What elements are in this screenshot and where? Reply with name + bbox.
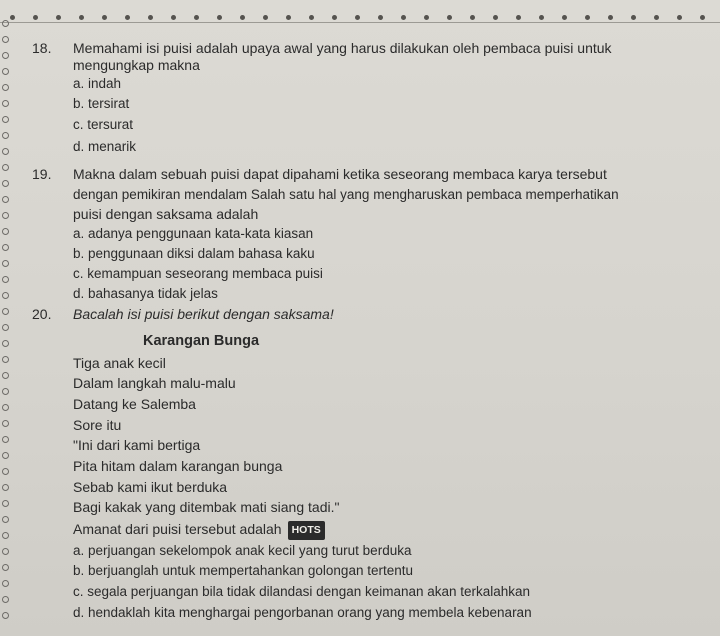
q18-option-c: c. tersurat xyxy=(73,117,134,132)
binding-hole xyxy=(2,420,9,427)
binding-hole xyxy=(2,580,9,587)
poem-line-6: Pita hitam dalam karangan bunga xyxy=(73,458,283,474)
q18-option-b: b. tersirat xyxy=(73,96,130,111)
q19-text-line2: dengan pemikiran mendalam Salah satu hal yang mengharuskan pembaca memperhatikan xyxy=(73,187,619,202)
binding-hole xyxy=(2,388,9,395)
binding-hole xyxy=(2,500,9,507)
border-dot xyxy=(654,15,659,20)
hots-badge: HOTS xyxy=(288,521,325,540)
binding-hole xyxy=(2,52,9,59)
binding-hole xyxy=(2,276,9,283)
q20-option-b: b. berjuanglah untuk mempertahankan golongan tertentu xyxy=(73,563,413,578)
border-dot xyxy=(148,15,153,20)
border-dot xyxy=(33,15,38,20)
border-dot xyxy=(447,15,452,20)
border-dot xyxy=(470,15,475,20)
q19-option-a: a. adanya penggunaan kata-kata kiasan xyxy=(73,226,314,241)
border-dot xyxy=(516,15,521,20)
border-dot xyxy=(424,15,429,20)
binding-hole xyxy=(2,36,9,43)
border-dot xyxy=(608,15,613,20)
binding-hole xyxy=(2,356,9,363)
border-dot xyxy=(700,15,705,20)
border-dot xyxy=(585,15,590,20)
border-dot xyxy=(539,15,544,20)
border-dot xyxy=(378,15,383,20)
border-dot xyxy=(677,15,682,20)
poem-line-8: Bagi kakak yang ditembak mati siang tadi." xyxy=(73,499,340,515)
binding-hole xyxy=(2,612,9,619)
border-dot xyxy=(102,15,107,20)
binding-hole xyxy=(2,324,9,331)
binding-hole xyxy=(2,180,9,187)
binding-hole xyxy=(2,20,9,27)
border-dot xyxy=(194,15,199,20)
binding-hole xyxy=(2,260,9,267)
q18-option-d: d. menarik xyxy=(73,139,137,154)
q20-question-text: Amanat dari puisi tersebut adalah xyxy=(73,521,282,538)
binding-hole xyxy=(2,132,9,139)
poem-line-7: Sebab kami ikut berduka xyxy=(73,479,228,495)
binding-hole xyxy=(2,452,9,459)
border-dot xyxy=(286,15,291,20)
border-dot xyxy=(332,15,337,20)
binding-hole xyxy=(2,548,9,555)
border-dot xyxy=(79,15,84,20)
binding-hole xyxy=(2,532,9,539)
border-dot xyxy=(217,15,222,20)
binding-hole xyxy=(2,484,9,491)
binding-hole xyxy=(2,404,9,411)
binding-hole xyxy=(2,116,9,123)
border-dot xyxy=(56,15,61,20)
border-dot xyxy=(631,15,636,20)
border-dot xyxy=(171,15,176,20)
border-dot xyxy=(355,15,360,20)
border-dot xyxy=(263,15,268,20)
q19-option-b: b. penggunaan diksi dalam bahasa kaku xyxy=(73,246,315,261)
border-dot xyxy=(125,15,130,20)
binding-hole xyxy=(2,308,9,315)
q18-option-a: a. indah xyxy=(73,76,122,91)
top-dotted-border xyxy=(0,6,720,23)
q18-text-line2: mengungkap makna xyxy=(73,57,200,73)
q20-number: 20. xyxy=(32,306,52,322)
binding-holes xyxy=(2,20,14,630)
binding-hole xyxy=(2,292,9,299)
border-dot xyxy=(562,15,567,20)
q19-text-line3: puisi dengan saksama adalah xyxy=(73,206,259,222)
binding-hole xyxy=(2,468,9,475)
binding-hole xyxy=(2,372,9,379)
border-dot xyxy=(240,15,245,20)
poem-line-1: Tiga anak kecil xyxy=(73,355,166,371)
binding-hole xyxy=(2,148,9,155)
border-dot xyxy=(401,15,406,20)
q19-option-c: c. kemampuan seseorang membaca puisi xyxy=(73,266,323,281)
border-dot xyxy=(309,15,314,20)
poem-line-2: Dalam langkah malu-malu xyxy=(73,375,236,391)
border-dot xyxy=(493,15,498,20)
binding-hole xyxy=(2,68,9,75)
q18-text-line1: Memahami isi puisi adalah upaya awal yang harus dilakukan oleh pembaca puisi untuk xyxy=(73,40,612,56)
q20-option-c: c. segala perjuangan bila tidak dilandasi dengan keimanan akan terkalahkan xyxy=(73,584,531,599)
q20-question xyxy=(73,521,325,540)
q19-number: 19. xyxy=(32,166,52,182)
q20-option-d: d. hendaklah kita menghargai pengorbanan orang yang membela kebenaran xyxy=(73,605,532,620)
q19-option-d: d. bahasanya tidak jelas xyxy=(73,286,218,301)
poem-line-3: Datang ke Salemba xyxy=(73,396,196,412)
q20-instruction: Bacalah isi puisi berikut dengan saksama! xyxy=(73,306,334,322)
binding-hole xyxy=(2,84,9,91)
binding-hole xyxy=(2,436,9,443)
q20-option-a: a. perjuangan sekelompok anak kecil yang turut berduka xyxy=(73,543,412,558)
binding-hole xyxy=(2,212,9,219)
poem-title: Karangan Bunga xyxy=(143,333,260,349)
binding-hole xyxy=(2,196,9,203)
binding-hole xyxy=(2,100,9,107)
binding-hole xyxy=(2,164,9,171)
poem-line-4: Sore itu xyxy=(73,417,122,433)
binding-hole xyxy=(2,244,9,251)
binding-hole xyxy=(2,516,9,523)
poem-line-5: "Ini dari kami bertiga xyxy=(73,437,201,453)
q19-text-line1: Makna dalam sebuah puisi dapat dipahami ketika seseorang membaca karya tersebut xyxy=(73,166,607,182)
q18-number: 18. xyxy=(32,40,52,56)
binding-hole xyxy=(2,340,9,347)
binding-hole xyxy=(2,596,9,603)
binding-hole xyxy=(2,564,9,571)
binding-hole xyxy=(2,228,9,235)
